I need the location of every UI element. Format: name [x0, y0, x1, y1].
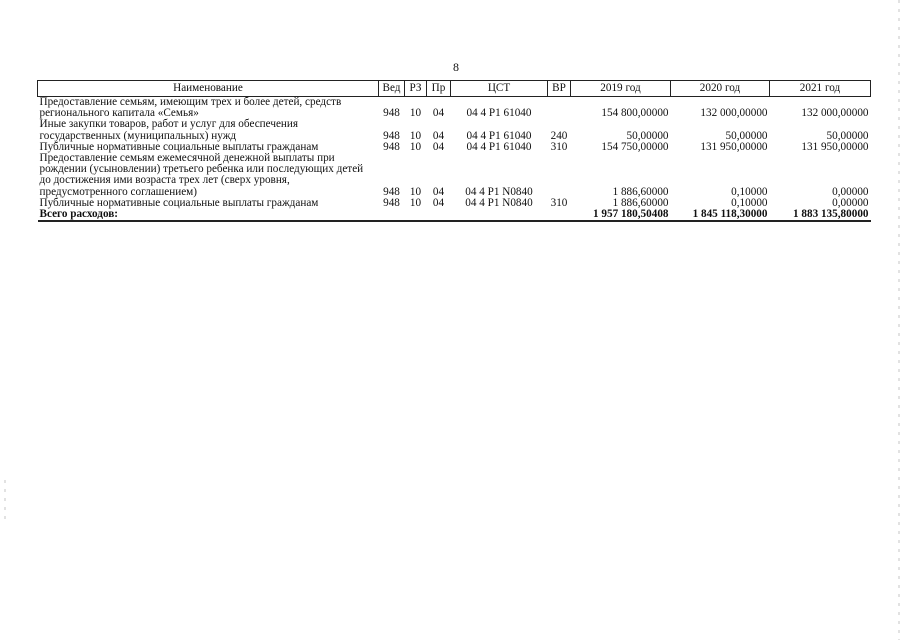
scan-edge-mark-left: [4, 480, 6, 520]
total-2020: 1 845 118,30000: [671, 209, 770, 221]
row-ved: 948: [383, 129, 400, 142]
row-cst: 04 4 P1 61040: [466, 129, 532, 142]
header-name: Наименование: [38, 81, 379, 97]
total-label: Всего расходов:: [38, 209, 571, 221]
row-2019: 154 750,00000: [601, 140, 669, 153]
row-rz: 10: [409, 129, 422, 142]
header-vr: ВР: [548, 81, 571, 97]
budget-table: [37, 80, 871, 222]
row-pr: 04: [432, 196, 445, 209]
scan-edge-mark: [898, 0, 900, 640]
row-vr: 240: [550, 129, 568, 142]
row-2020: 0,10000: [731, 196, 768, 209]
page-number: 8: [453, 60, 459, 74]
row-2021: 0,00000: [832, 185, 869, 198]
row-pr: 04: [432, 107, 445, 120]
row-vr: 310: [550, 140, 568, 153]
row-cst: 04 4 P1 N0840: [465, 196, 533, 209]
row-name: Публичные нормативные социальные выплаты гражданам: [39, 140, 319, 153]
header-pr: Пр: [427, 81, 451, 97]
row-2019: 154 800,00000: [601, 107, 669, 120]
row-2019: 1 886,60000: [612, 196, 669, 209]
row-pr: 04: [432, 140, 445, 153]
row-name: Предоставление семьям ежемесячной денежной выплаты при рождении (усыновлении) третьего ребенка или последующих детей до достижения ими возраста трех лет (сверх уровня, предусмотренного соглашением): [39, 152, 364, 198]
table-row: [38, 97, 871, 120]
header-2019: 2019 год: [571, 81, 671, 97]
row-2021: 50,00000: [826, 129, 869, 142]
table-header-row: [38, 81, 871, 97]
row-2020: 132 000,00000: [700, 107, 768, 120]
row-cst: 04 4 P1 61040: [466, 107, 532, 120]
row-rz: 10: [409, 185, 422, 198]
row-rz: 10: [409, 140, 422, 153]
row-2020: 131 950,00000: [700, 140, 768, 153]
row-pr: 04: [432, 129, 445, 142]
row-ved: 948: [383, 196, 400, 209]
row-2020: 0,10000: [731, 185, 768, 198]
row-2019: 50,00000: [626, 129, 669, 142]
header-2020: 2020 год: [671, 81, 770, 97]
total-2021: 1 883 135,80000: [770, 209, 871, 221]
row-rz: 10: [409, 107, 422, 120]
row-2020: 50,00000: [725, 129, 768, 142]
table-row: [38, 153, 871, 198]
row-name: Предоставление семьям, имеющим трех и более детей, средств регионального капитала «Семья»: [39, 96, 342, 120]
row-name: Иные закупки товаров, работ и услуг для обеспечения государственных (муниципальных) нужд: [39, 118, 299, 142]
total-2019: 1 957 180,50408: [571, 209, 671, 221]
table-row: [38, 119, 871, 141]
row-vr: 310: [550, 196, 568, 209]
row-cst: 04 4 P1 61040: [466, 140, 532, 153]
row-vr: [548, 153, 571, 198]
row-vr: [548, 97, 571, 120]
row-ved: 948: [383, 107, 400, 120]
row-2021: 0,00000: [832, 196, 869, 209]
header-cst: ЦСТ: [451, 81, 548, 97]
row-pr: 04: [432, 185, 445, 198]
row-ved: 948: [383, 140, 400, 153]
row-2021: 131 950,00000: [801, 140, 869, 153]
header-ved: Вед: [379, 81, 405, 97]
row-2021: 132 000,00000: [801, 107, 869, 120]
row-rz: 10: [409, 196, 422, 209]
row-name: Публичные нормативные социальные выплаты гражданам: [39, 196, 319, 209]
header-2021: 2021 год: [770, 81, 871, 97]
header-rz: РЗ: [405, 81, 427, 97]
total-row: [38, 209, 871, 221]
row-2019: 1 886,60000: [612, 185, 669, 198]
row-cst: 04 4 P1 N0840: [465, 185, 533, 198]
row-ved: 948: [383, 185, 400, 198]
